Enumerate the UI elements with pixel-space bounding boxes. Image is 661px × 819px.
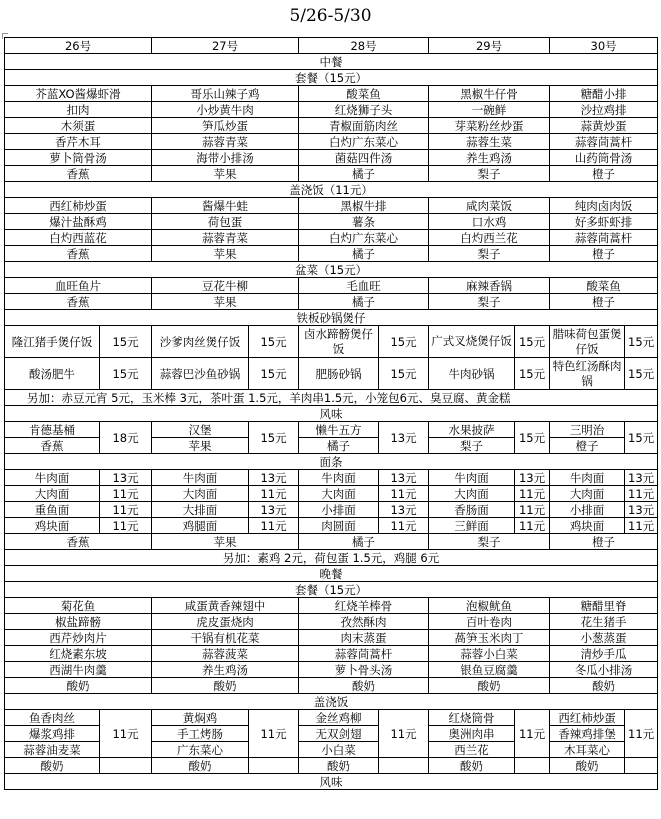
table-row — [5, 198, 658, 214]
dish-cell: 重鱼面 — [5, 502, 100, 518]
dish-cell: 咸肉菜饭 — [429, 198, 550, 214]
table-row — [5, 390, 658, 406]
dish-cell: 山药筒骨汤 — [550, 150, 658, 166]
dish-cell: 西芹炒肉片 — [5, 630, 152, 646]
dish-cell: 肯德基桶 — [5, 422, 100, 438]
dish-cell: 西兰花 — [429, 742, 515, 758]
dish-cell: 香蕉 — [5, 246, 152, 262]
dish-cell: 芥蓝XO酱爆虾滑 — [5, 86, 152, 102]
dish-cell: 红烧素东坡 — [5, 646, 152, 662]
dish-cell: 糖醋小排 — [550, 86, 658, 102]
table-row — [5, 518, 658, 534]
day-header: 26号 — [5, 38, 152, 54]
price-cell: 15元 — [249, 358, 299, 390]
dish-cell: 鸡块面 — [550, 518, 625, 534]
dish-cell: 奥洲肉串 — [429, 726, 515, 742]
table-row — [5, 182, 658, 198]
dish-cell: 水果披萨 — [429, 422, 515, 438]
dish-cell: 懒牛五方 — [299, 422, 379, 438]
section-noodles: 面条 — [5, 454, 658, 470]
dish-cell: 酸奶 — [152, 758, 249, 774]
dish-cell: 菊花鱼 — [5, 598, 152, 614]
dish-cell: 芽菜粉丝炒蛋 — [429, 118, 550, 134]
price-cell: 15元 — [100, 326, 152, 358]
price-cell: 11元 — [515, 486, 550, 502]
dish-cell: 纯肉卤肉饭 — [550, 198, 658, 214]
table-row — [5, 566, 658, 582]
table-row — [5, 102, 658, 118]
dish-cell: 木耳菜心 — [550, 742, 625, 758]
price-cell: 11元 — [625, 710, 658, 758]
dish-cell: 蒜蓉茼蒿杆 — [299, 646, 429, 662]
dish-cell: 好多虾虾排 — [550, 214, 658, 230]
dish-cell: 血旺鱼片 — [5, 278, 152, 294]
dish-cell: 橙子 — [550, 246, 658, 262]
section-claypot: 铁板砂锅煲仔 — [5, 310, 658, 326]
table-row — [5, 214, 658, 230]
dish-cell: 苹果 — [152, 166, 299, 182]
dish-cell: 鱼香肉丝 — [5, 710, 100, 726]
price-cell: 13元 — [379, 502, 429, 518]
dish-cell: 大肉面 — [429, 486, 515, 502]
dish-cell: 萝卜筒骨汤 — [5, 150, 152, 166]
dish-cell: 毛血旺 — [299, 278, 429, 294]
table-row — [5, 694, 658, 710]
dish-cell: 腊味荷包蛋煲仔饭 — [550, 326, 625, 358]
price-cell: 11元 — [379, 486, 429, 502]
price-cell: 15元 — [515, 422, 550, 454]
dish-cell: 酸奶 — [429, 758, 515, 774]
dish-cell: 酸菜鱼 — [299, 86, 429, 102]
dish-cell: 肥肠砂锅 — [299, 358, 379, 390]
table-row — [5, 598, 658, 614]
price-cell: 11元 — [515, 502, 550, 518]
dish-cell: 酸汤肥牛 — [5, 358, 100, 390]
dish-cell: 一碗鲜 — [429, 102, 550, 118]
price-cell: 18元 — [100, 422, 152, 454]
table-row — [5, 150, 658, 166]
dish-cell: 牛肉砂锅 — [429, 358, 515, 390]
dish-cell: 咸蛋黄香辣翅中 — [152, 598, 299, 614]
price-cell: 11元 — [100, 502, 152, 518]
price-cell: 15元 — [379, 326, 429, 358]
day-header: 30号 — [550, 38, 658, 54]
dish-cell: 菌菇四件汤 — [299, 150, 429, 166]
dish-cell: 无双剑翅 — [299, 726, 379, 742]
dish-cell: 橙子 — [550, 166, 658, 182]
table-row — [5, 294, 658, 310]
dish-cell: 酸奶 — [5, 678, 152, 694]
section-rice-bowl: 盖浇饭（11元） — [5, 182, 658, 198]
table-row — [5, 246, 658, 262]
dish-cell: 梨子 — [429, 294, 550, 310]
dish-cell: 白灼广东菜心 — [299, 230, 429, 246]
dish-cell: 蒜蓉茼蒿杆 — [550, 230, 658, 246]
dish-cell: 酸奶 — [299, 678, 429, 694]
dish-cell: 麻辣香锅 — [429, 278, 550, 294]
dish-cell: 肉末蒸蛋 — [299, 630, 429, 646]
meal-label-dinner: 晚餐 — [5, 566, 658, 582]
dish-cell: 虎皮蛋烧肉 — [152, 614, 299, 630]
dish-cell: 隆江猪手煲仔饭 — [5, 326, 100, 358]
price-cell: 11元 — [100, 710, 152, 758]
dish-cell: 冬瓜小排汤 — [550, 662, 658, 678]
price-cell: 15元 — [625, 422, 658, 454]
table-row — [5, 486, 658, 502]
dish-cell: 三鲜面 — [429, 518, 515, 534]
dish-cell: 酸奶 — [550, 758, 625, 774]
dish-cell: 豆花牛柳 — [152, 278, 299, 294]
price-cell: 11元 — [625, 518, 658, 534]
table-row — [5, 70, 658, 86]
dish-cell: 海带小排汤 — [152, 150, 299, 166]
day-header: 27号 — [152, 38, 299, 54]
dish-cell: 糖醋里脊 — [550, 598, 658, 614]
price-cell: 13元 — [625, 502, 658, 518]
dish-cell: 苹果 — [152, 246, 299, 262]
dish-cell: 养生鸡汤 — [429, 150, 550, 166]
dish-cell: 青椒面筋肉丝 — [299, 118, 429, 134]
meal-label-lunch: 中餐 — [5, 54, 658, 70]
table-row — [5, 406, 658, 422]
dish-cell: 花生猪手 — [550, 614, 658, 630]
dish-cell: 牛肉面 — [429, 470, 515, 486]
price-cell: 11元 — [100, 486, 152, 502]
price-cell: 13元 — [379, 422, 429, 454]
dish-cell: 三明治 — [550, 422, 625, 438]
table-row — [5, 262, 658, 278]
section-set-meal: 套餐（15元） — [5, 70, 658, 86]
dish-cell: 蒜蓉菠菜 — [152, 646, 299, 662]
fruit-cell: 香蕉 — [5, 534, 152, 550]
price-cell: 15元 — [249, 326, 299, 358]
price-cell: 13元 — [249, 502, 299, 518]
section-set-meal: 套餐（15元） — [5, 582, 658, 598]
extra-note: 另加：素鸡 2元，荷包蛋 1.5元，鸡腿 6元 — [5, 550, 658, 566]
price-cell: 15元 — [515, 358, 550, 390]
dish-cell: 养生鸡汤 — [152, 662, 299, 678]
table-row — [5, 470, 658, 486]
table-row — [5, 230, 658, 246]
dish-cell: 小排面 — [299, 502, 379, 518]
empty-cell — [249, 758, 299, 774]
dish-cell: 笋瓜炒蛋 — [152, 118, 299, 134]
dish-cell: 香肠面 — [429, 502, 515, 518]
dish-cell: 牛肉面 — [5, 470, 100, 486]
dish-cell: 特色红汤酥肉锅 — [550, 358, 625, 390]
table-row — [5, 166, 658, 182]
empty-cell — [515, 758, 550, 774]
price-cell: 15元 — [249, 422, 299, 454]
table-row — [5, 678, 658, 694]
dish-cell: 爆浆鸡排 — [5, 726, 100, 742]
dish-cell: 红烧狮子头 — [299, 102, 429, 118]
dish-cell: 小炒黄牛肉 — [152, 102, 299, 118]
price-cell: 15元 — [625, 326, 658, 358]
dish-cell: 酸奶 — [429, 678, 550, 694]
dish-cell: 清炒手瓜 — [550, 646, 658, 662]
dish-cell: 肉圆面 — [299, 518, 379, 534]
dish-cell: 白灼西蓝花 — [5, 230, 152, 246]
dish-cell: 小排面 — [550, 502, 625, 518]
dish-cell: 大肉面 — [299, 486, 379, 502]
table-row — [5, 758, 658, 774]
dish-cell: 蒜蓉巴沙鱼砂锅 — [152, 358, 249, 390]
empty-cell — [625, 758, 658, 774]
table-row — [5, 134, 658, 150]
dish-cell: 荷包蛋 — [152, 214, 299, 230]
price-cell: 11元 — [249, 486, 299, 502]
dish-cell: 沙爹肉丝煲仔饭 — [152, 326, 249, 358]
dish-cell: 蒜黄炒蛋 — [550, 118, 658, 134]
dish-cell: 西红柿炒蛋 — [5, 198, 152, 214]
fruit-cell: 橘子 — [299, 438, 379, 454]
dish-cell: 金丝鸡柳 — [299, 710, 379, 726]
dish-cell: 萝卜骨头汤 — [299, 662, 429, 678]
dish-cell: 鸡腿面 — [152, 518, 249, 534]
dish-cell: 梨子 — [429, 166, 550, 182]
table-row — [5, 582, 658, 598]
dish-cell: 蒜蓉小白菜 — [429, 646, 550, 662]
dish-cell: 广式叉烧煲仔饭 — [429, 326, 515, 358]
price-cell: 15元 — [379, 358, 429, 390]
price-cell: 11元 — [515, 518, 550, 534]
weekly-menu-table — [4, 37, 658, 790]
price-cell: 13元 — [625, 470, 658, 486]
dish-cell: 酸奶 — [5, 758, 100, 774]
table-row — [5, 614, 658, 630]
dish-cell: 银鱼豆腐羹 — [429, 662, 550, 678]
price-cell: 13元 — [379, 470, 429, 486]
price-cell: 11元 — [100, 518, 152, 534]
fruit-cell: 梨子 — [429, 534, 550, 550]
dish-cell: 香芹木耳 — [5, 134, 152, 150]
dish-cell: 手工烤肠 — [152, 726, 249, 742]
price-cell: 15元 — [515, 326, 550, 358]
dish-cell: 扣肉 — [5, 102, 152, 118]
dish-cell: 木须蛋 — [5, 118, 152, 134]
dish-cell: 黑椒牛排 — [299, 198, 429, 214]
dish-cell: 白灼广东菜心 — [299, 134, 429, 150]
dish-cell: 沙拉鸡排 — [550, 102, 658, 118]
dish-cell: 萵笋玉米肉丁 — [429, 630, 550, 646]
table-row — [5, 38, 658, 54]
price-cell: 11元 — [379, 518, 429, 534]
dish-cell: 孜然酥肉 — [299, 614, 429, 630]
dish-cell: 香蕉 — [5, 294, 152, 310]
day-header: 29号 — [429, 38, 550, 54]
dish-cell: 红烧筒骨 — [429, 710, 515, 726]
dish-cell: 大排面 — [152, 502, 249, 518]
dish-cell: 香辣鸡排堡 — [550, 726, 625, 742]
dish-cell: 酸奶 — [550, 678, 658, 694]
dish-cell: 橘子 — [299, 294, 429, 310]
extra-note: 另加：赤豆元宵 5元，玉米棒 3元，茶叶蛋 1.5元，羊肉串1.5元，小笼包6元、臭豆腐、黄金糕 — [5, 390, 658, 406]
price-cell: 11元 — [379, 710, 429, 758]
dish-cell: 蒜蓉生菜 — [429, 134, 550, 150]
dish-cell: 鸡块面 — [5, 518, 100, 534]
day-header: 28号 — [299, 38, 429, 54]
dish-cell: 红烧羊棒骨 — [299, 598, 429, 614]
dish-cell: 百叶卷肉 — [429, 614, 550, 630]
dish-cell: 橙子 — [550, 294, 658, 310]
dish-cell: 薯条 — [299, 214, 429, 230]
price-cell: 11元 — [625, 486, 658, 502]
dish-cell: 牛肉面 — [152, 470, 249, 486]
dish-cell: 广东菜心 — [152, 742, 249, 758]
dish-cell: 大肉面 — [550, 486, 625, 502]
fruit-cell: 橙子 — [550, 438, 625, 454]
dish-cell: 黑椒牛仔骨 — [429, 86, 550, 102]
dish-cell: 西红柿炒蛋 — [550, 710, 625, 726]
price-cell: 15元 — [625, 358, 658, 390]
dish-cell: 蒜蓉茼蒿杆 — [550, 134, 658, 150]
dish-cell: 爆汁盐酥鸡 — [5, 214, 152, 230]
dish-cell: 椒盐蹄髈 — [5, 614, 152, 630]
dish-cell: 酱爆牛蛙 — [152, 198, 299, 214]
dish-cell: 哥乐山辣子鸡 — [152, 86, 299, 102]
section-flavor: 风味 — [5, 406, 658, 422]
dish-cell: 蒜蓉青菜 — [152, 134, 299, 150]
dish-cell: 酸奶 — [299, 758, 379, 774]
table-row — [5, 454, 658, 470]
price-cell: 11元 — [515, 710, 550, 758]
dish-cell: 黄焖鸡 — [152, 710, 249, 726]
dish-cell: 干锅有机花菜 — [152, 630, 299, 646]
price-cell: 13元 — [100, 470, 152, 486]
dish-cell: 橘子 — [299, 246, 429, 262]
dish-cell: 泡椒鱿鱼 — [429, 598, 550, 614]
section-flavor: 风味 — [5, 774, 658, 790]
table-row — [5, 118, 658, 134]
dish-cell: 酸菜鱼 — [550, 278, 658, 294]
fruit-cell: 苹果 — [152, 438, 249, 454]
table-row — [5, 54, 658, 70]
dish-cell: 口水鸡 — [429, 214, 550, 230]
table-row — [5, 422, 658, 438]
page-title: 5/26-5/30 — [289, 6, 372, 26]
dish-cell: 小白菜 — [299, 742, 379, 758]
table-row — [5, 710, 658, 726]
dish-cell: 苹果 — [152, 294, 299, 310]
dish-cell: 大肉面 — [5, 486, 100, 502]
dish-cell: 酸奶 — [152, 678, 299, 694]
table-row — [5, 630, 658, 646]
dish-cell: 蒜蓉青菜 — [152, 230, 299, 246]
empty-cell — [379, 758, 429, 774]
table-row — [5, 502, 658, 518]
dish-cell: 牛肉面 — [550, 470, 625, 486]
fruit-cell: 梨子 — [429, 438, 515, 454]
table-row — [5, 310, 658, 326]
section-rice-bowl: 盖浇饭 — [5, 694, 658, 710]
fruit-cell: 苹果 — [152, 534, 299, 550]
price-cell: 11元 — [249, 518, 299, 534]
table-row — [5, 550, 658, 566]
table-row — [5, 86, 658, 102]
dish-cell: 小葱蒸蛋 — [550, 630, 658, 646]
dish-cell: 卤水蹄髈煲仔饭 — [299, 326, 379, 358]
table-row — [5, 326, 658, 358]
table-row — [5, 278, 658, 294]
price-cell: 13元 — [249, 470, 299, 486]
dish-cell: 梨子 — [429, 246, 550, 262]
table-row — [5, 646, 658, 662]
price-cell: 13元 — [515, 470, 550, 486]
table-row — [5, 662, 658, 678]
section-basin-dish: 盆菜（15元） — [5, 262, 658, 278]
dish-cell: 牛肉面 — [299, 470, 379, 486]
dish-cell: 大肉面 — [152, 486, 249, 502]
fruit-cell: 橘子 — [299, 534, 429, 550]
dish-cell: 香蕉 — [5, 166, 152, 182]
dish-cell: 西湖牛肉羹 — [5, 662, 152, 678]
dish-cell: 白灼西兰花 — [429, 230, 550, 246]
dish-cell: 蒜蓉油麦菜 — [5, 742, 100, 758]
table-row — [5, 358, 658, 390]
fruit-cell: 橙子 — [550, 534, 658, 550]
fruit-cell: 香蕉 — [5, 438, 100, 454]
empty-cell — [100, 758, 152, 774]
table-row — [5, 534, 658, 550]
dish-cell: 橘子 — [299, 166, 429, 182]
table-row — [5, 774, 658, 790]
dish-cell: 汉堡 — [152, 422, 249, 438]
price-cell: 11元 — [249, 710, 299, 758]
price-cell: 15元 — [100, 358, 152, 390]
